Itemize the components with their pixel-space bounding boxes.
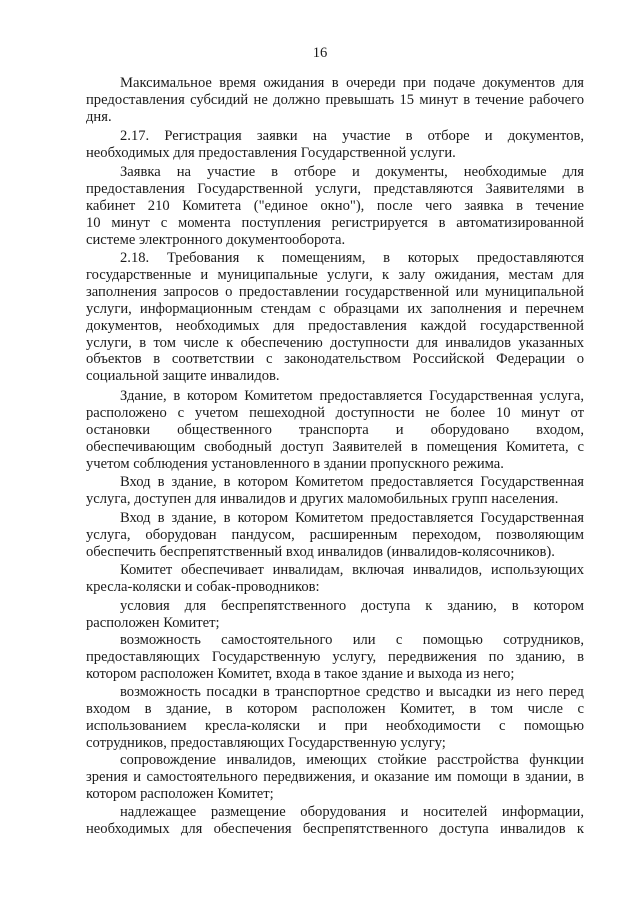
text-line: расположено с учетом пешеходной доступности не более 10 минут от xyxy=(86,404,584,421)
text-line: услуга, оборудован пандусом, расширенным переходом, позволяющим xyxy=(86,526,584,543)
text-line: сотрудников, предоставляющих Государственную услугу; xyxy=(86,734,446,751)
text-line: услуга, доступен для инвалидов и других маломобильных групп населения. xyxy=(86,490,559,507)
paragraph xyxy=(86,510,584,561)
text-line: использованием кресла-коляски и при необходимости с помощью xyxy=(86,717,584,734)
paragraph xyxy=(86,598,584,632)
text-line: Вход в здание, в котором Комитетом предоставляется Государственная xyxy=(120,474,584,490)
text-line: необходимых для предоставления Государственной услуги. xyxy=(86,144,456,161)
text-line: сопровождение инвалидов, имеющих стойкие расстройства функции xyxy=(120,752,584,768)
paragraph xyxy=(86,388,584,473)
text-line: 2.17. Регистрация заявки на участие в отборе и документов, xyxy=(120,128,584,144)
text-line: заполнения запросов о предоставлении государственной или муниципальной xyxy=(86,283,584,300)
text-line: необходимых для обеспечения беспрепятственного доступа инвалидов к xyxy=(86,820,584,837)
text-line: кабинет 210 Комитета ("единое окно"), после чего заявка в течение xyxy=(86,197,584,214)
paragraph xyxy=(86,128,584,162)
paragraph xyxy=(86,75,584,126)
text-line: предоставления субсидий не должно превышать 15 минут в течение рабочего xyxy=(86,91,584,108)
text-line: дня. xyxy=(86,108,112,125)
text-line: Максимальное время ожидания в очереди при подаче документов для xyxy=(120,75,584,91)
text-line: документов, необходимых для предоставления каждой государственной xyxy=(86,317,584,334)
text-line: Заявка на участие в отборе и документы, необходимые для xyxy=(120,164,584,180)
text-line: надлежащее размещение оборудования и носителей информации, xyxy=(120,804,584,820)
text-line: системе электронного документооборота. xyxy=(86,231,346,248)
text-line: Вход в здание, в котором Комитетом предоставляется Государственная xyxy=(120,510,584,526)
paragraph xyxy=(86,804,584,838)
text-line: остановки общественного транспорта и оборудовано входом, xyxy=(86,421,584,438)
text-line: условия для беспрепятственного доступа к зданию, в котором xyxy=(120,598,584,614)
paragraph xyxy=(86,474,584,508)
paragraph xyxy=(86,164,584,249)
text-line: предоставляющих Государственную услугу, передвижения по зданию, в xyxy=(86,648,584,665)
text-line: социальной защите инвалидов. xyxy=(86,368,280,385)
text-line: предоставления Государственной услуги, представляются Заявителями в xyxy=(86,180,584,197)
text-line: обеспечить беспрепятственный вход инвалидов (инвалидов-колясочников). xyxy=(86,543,555,560)
text-line: расположен Комитет; xyxy=(86,614,220,631)
text-line: котором расположен Комитет, входа в такое здание и выхода из него; xyxy=(86,665,515,682)
text-line: учетом соблюдения установленного в здании пропускного режима. xyxy=(86,455,504,472)
paragraph xyxy=(86,632,584,683)
paragraph xyxy=(86,562,584,596)
text-line: котором расположен Комитет; xyxy=(86,785,274,802)
paragraph xyxy=(86,752,584,803)
text-line: зрения и самостоятельного передвижения, и оказание им помощи в здании, в xyxy=(86,768,584,785)
text-line: Здание, в котором Комитетом предоставляется Государственная услуга, xyxy=(120,388,584,404)
text-line: кресла-коляски и собак-проводников: xyxy=(86,578,320,595)
text-line: 10 минут с момента поступления регистрируется в автоматизированной xyxy=(86,214,584,231)
page-number: 16 xyxy=(312,45,328,61)
text-line: Комитет обеспечивает инвалидам, включая инвалидов, использующих xyxy=(120,562,584,578)
text-line: возможность посадки в транспортное средство и высадки из него перед xyxy=(120,684,584,700)
paragraph xyxy=(86,250,584,385)
text-line: услуги, в том числе к обеспечению доступности для инвалидов указанных xyxy=(86,334,584,351)
text-line: услуги, информационным стендам с образцами их заполнения и перечнем xyxy=(86,300,584,317)
text-line: объектов в соответствии с законодательством Российской Федерации о xyxy=(86,351,584,368)
text-line: возможность самостоятельного или с помощью сотрудников, xyxy=(120,632,584,648)
text-line: государственные и муниципальные услуги, к залу ожидания, местам для xyxy=(86,266,584,283)
text-line: обеспечивающим свободный доступ Заявителей в помещения Комитета, с xyxy=(86,438,584,455)
paragraph xyxy=(86,684,584,752)
text-line: 2.18. Требования к помещениям, в которых предоставляются xyxy=(120,250,584,266)
text-line: входом в здание, в котором расположен Комитет, в том числе с xyxy=(86,700,584,717)
